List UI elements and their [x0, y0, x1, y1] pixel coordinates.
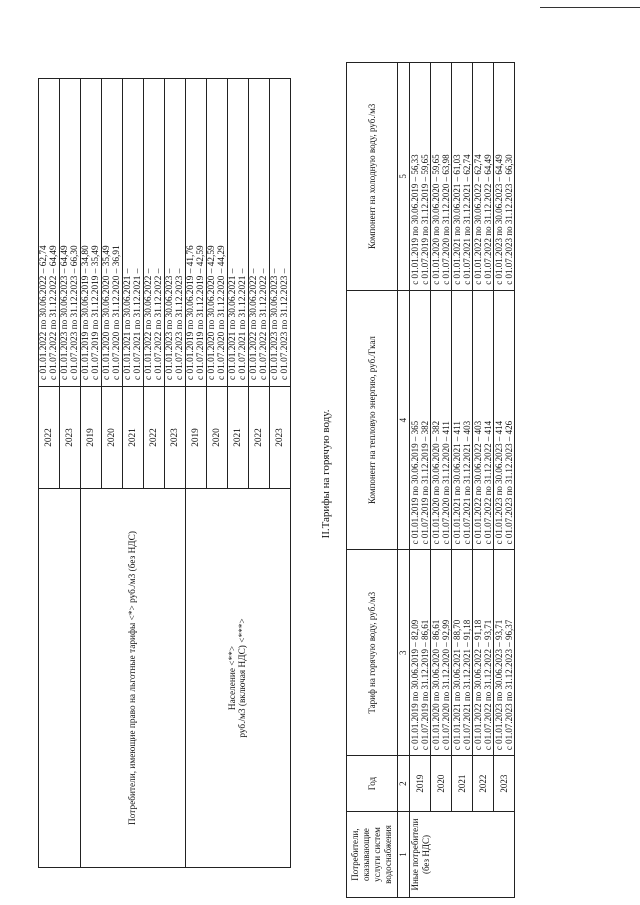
heat-values: с 01.01.2023 по 30.06.2023 – 414 с 01.07.2023 по 31.12.2023 – 426 — [494, 290, 515, 550]
year-cell: 2023 — [165, 387, 186, 489]
table-row — [473, 63, 494, 898]
hot-water-tariff-table — [346, 62, 515, 898]
tariff-values: с 01.01.2022 по 30.06.2022 – 62,74 с 01.07.2022 по 31.12.2022 – 64,49 — [39, 79, 60, 387]
tariff-values: с 01.01.2019 по 30.06.2019 – 34,80 с 01.07.2019 по 31.12.2019 – 35,49 — [81, 79, 102, 387]
table-row — [186, 79, 207, 868]
tariff-values: с 01.01.2020 по 30.06.2020 – 42,59 с 01.07.2020 по 31.12.2020 – 44,29 — [207, 79, 228, 387]
tariff-values: с 01.01.2023 по 30.06.2023 – 64,49 с 01.07.2023 по 31.12.2023 – 66,30 — [60, 79, 81, 387]
header-consumers: Потребители, оказывающие услуги систем водоснабжения — [347, 812, 398, 898]
col-number: 2 — [398, 756, 410, 812]
heat-values: с 01.01.2022 по 30.06.2022 – 403 с 01.07.2022 по 31.12.2022 – 414 — [473, 290, 494, 550]
table-row — [39, 79, 60, 868]
table-row — [81, 79, 102, 868]
year-cell: 2019 — [410, 756, 431, 812]
tariff-values: с 01.01.2022 по 30.06.2022 – 91,18 с 01.07.2022 по 31.12.2022 – 93,71 — [473, 550, 494, 756]
tariff-values: с 01.01.2022 по 30.06.2022 – с 01.07.2022 по 31.12.2022 – — [144, 79, 165, 387]
tariff-values: с 01.01.2023 по 30.06.2023 – с 01.07.2023 по 31.12.2023 – — [270, 79, 291, 387]
year-cell: 2022 — [473, 756, 494, 812]
year-cell: 2022 — [144, 387, 165, 489]
table-row — [452, 63, 473, 898]
header-tariff: Тариф на горячую воду, руб./м3 — [347, 550, 398, 756]
table-row — [431, 63, 452, 898]
group-label-population: Население <**> руб./м3 (включая НДС) <***> — [186, 489, 291, 868]
tariff-values: с 01.01.2019 по 30.06.2019 – 82,09 с 01.07.2019 по 31.12.2019 – 86,61 — [410, 550, 431, 756]
year-cell: 2020 — [207, 387, 228, 489]
header-heat-component: Компонент на тепловую энергию, руб./Гкал — [347, 290, 398, 550]
tariff-values: с 01.01.2020 по 30.06.2020 – 86,61 с 01.07.2020 по 31.12.2020 – 92,99 — [431, 550, 452, 756]
col-number: 5 — [398, 63, 410, 291]
heat-values: с 01.01.2020 по 30.06.2020 – 382 с 01.07.2020 по 31.12.2020 – 411 — [431, 290, 452, 550]
year-cell: 2020 — [102, 387, 123, 489]
tariff-values: с 01.01.2021 по 30.06.2021 – с 01.07.2021 по 31.12.2021 – — [123, 79, 144, 387]
year-cell: 2019 — [186, 387, 207, 489]
column-numbers-row — [398, 63, 410, 898]
tariff-values: с 01.01.2021 по 30.06.2021 – 88,70 с 01.07.2021 по 31.12.2021 – 91,18 — [452, 550, 473, 756]
year-cell: 2020 — [431, 756, 452, 812]
tariff-values: с 01.01.2023 по 30.06.2023 – 93,71 с 01.07.2023 по 31.12.2023 – 96,37 — [494, 550, 515, 756]
cold-water-tariff-table-continuation — [38, 78, 291, 868]
header-row — [347, 63, 398, 898]
cold-values: с 01.01.2021 по 30.06.2021 – 61,03 с 01.07.2021 по 31.12.2021 – 62,74 — [452, 63, 473, 291]
year-cell: 2021 — [452, 756, 473, 812]
tariff-values: с 01.01.2022 по 30.06.2022 – с 01.07.2022 по 31.12.2022 – — [249, 79, 270, 387]
year-cell: 2021 — [123, 387, 144, 489]
year-cell: 2019 — [81, 387, 102, 489]
cold-values: с 01.01.2019 по 30.06.2019 – 56,33 с 01.07.2019 по 31.12.2019 – 59,65 — [410, 63, 431, 291]
tariff-values: с 01.01.2019 по 30.06.2019 – 41,76 с 01.07.2019 по 31.12.2019 – 42,59 — [186, 79, 207, 387]
cold-values: с 01.01.2022 по 30.06.2022 – 62,74 с 01.07.2022 по 31.12.2022 – 64,49 — [473, 63, 494, 291]
cold-values: с 01.01.2020 по 30.06.2020 – 59,65 с 01.07.2020 по 31.12.2020 – 63,98 — [431, 63, 452, 291]
heat-values: с 01.01.2019 по 30.06.2019 – 365 с 01.07.2019 по 31.12.2019 – 382 — [410, 290, 431, 550]
col-number: 1 — [398, 812, 410, 898]
year-cell: 2023 — [494, 756, 515, 812]
tariff-values: с 01.01.2023 по 30.06.2023 – с 01.07.2023 по 31.12.2023 – — [165, 79, 186, 387]
section-title: II.Тарифы на горячую воду. — [320, 409, 332, 539]
header-year: Год — [347, 756, 398, 812]
header-rule — [540, 7, 640, 8]
year-cell: 2023 — [60, 387, 81, 489]
col-number: 4 — [398, 290, 410, 550]
tariff-values: с 01.01.2021 по 30.06.2021 – с 01.07.2021 по 31.12.2021 – — [228, 79, 249, 387]
header-cold-component: Компонент на холодную воду, руб./м3 — [347, 63, 398, 291]
year-cell: 2022 — [39, 387, 60, 489]
col-number: 3 — [398, 550, 410, 756]
table-row — [410, 63, 431, 898]
year-cell: 2021 — [228, 387, 249, 489]
year-cell: 2022 — [249, 387, 270, 489]
consumer-group: Иные потребители (без НДС) — [410, 812, 515, 898]
cold-values: с 01.01.2023 по 30.06.2023 – 64,49 с 01.07.2023 по 31.12.2023 – 66,30 — [494, 63, 515, 291]
rotated-page — [18, 58, 626, 890]
group-label-preferential: Потребители, имеющие право на льготные тарифы <*> руб./м3 (без НДС) — [81, 489, 186, 868]
heat-values: с 01.01.2021 по 30.06.2021 – 411 с 01.07.2021 по 31.12.2021 – 403 — [452, 290, 473, 550]
group-label-other — [39, 489, 81, 868]
table-row — [494, 63, 515, 898]
tariff-values: с 01.01.2020 по 30.06.2020 – 35,49 с 01.07.2020 по 31.12.2020 – 36,91 — [102, 79, 123, 387]
year-cell: 2023 — [270, 387, 291, 489]
